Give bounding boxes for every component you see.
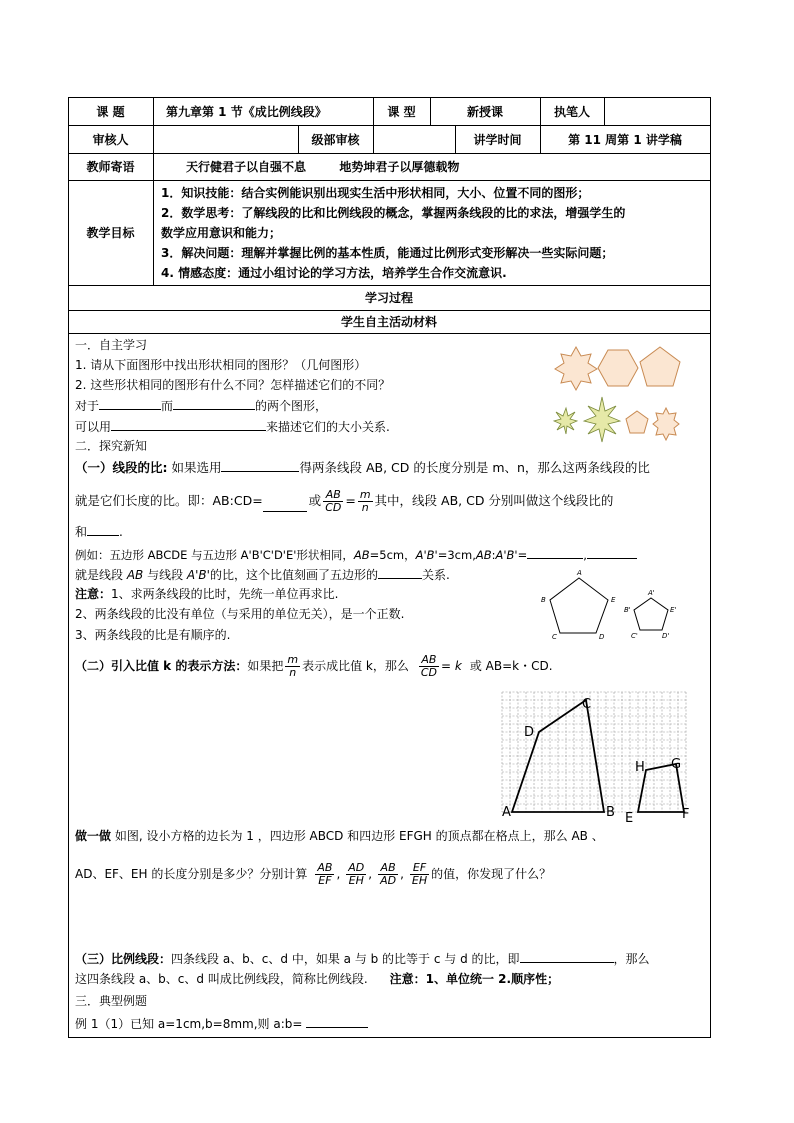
denominator: n	[289, 665, 297, 679]
proportional-line-2	[75, 971, 559, 987]
text: =5cm，	[369, 548, 416, 562]
star-shape	[653, 408, 679, 440]
blank[interactable]	[263, 499, 307, 512]
denominator: n	[361, 500, 369, 514]
label-a: A	[577, 569, 582, 577]
text: =	[517, 548, 528, 562]
text: 注意：	[75, 587, 112, 601]
text: 如果选用	[167, 460, 222, 475]
teaching-goals	[161, 183, 709, 283]
fraction-ab-cd	[323, 489, 343, 514]
text: AB	[353, 548, 370, 562]
denominator: EF	[318, 873, 332, 887]
label-d: D	[599, 633, 605, 641]
class-type-value: 新授课	[466, 104, 503, 119]
text: 四条线段 a、b、c、d 中，如果 a 与 b 的比等于 c 与 d 的比，即	[171, 952, 520, 966]
grid-figure	[500, 688, 700, 824]
fraction-m-n	[358, 489, 373, 514]
text: （二）引入比值 k 的表示方法：	[75, 659, 248, 673]
numerator: AD	[348, 860, 365, 874]
text: 做一做	[75, 829, 112, 843]
label-h: H	[635, 760, 645, 775]
section1-title: 一．自主学习	[75, 338, 148, 352]
fraction-ab-cd	[419, 654, 439, 679]
label-a: A	[502, 805, 511, 820]
label-class-type: 课 型	[387, 104, 416, 119]
section2-title: 二．探究新知	[75, 439, 148, 453]
text: :	[491, 548, 496, 562]
shapes-figure	[552, 344, 692, 444]
text: ,	[583, 548, 587, 562]
label-b: B	[541, 596, 546, 604]
label-lecture-time: 讲学时间	[473, 132, 522, 147]
question-1: 1. 请从下面图形中找出形状相同的图形？（几何图形）	[75, 358, 367, 372]
numerator: m	[287, 652, 299, 666]
fraction-ab-ad	[378, 862, 398, 887]
fraction-m-n	[285, 654, 300, 679]
label-topic: 课 题	[96, 104, 125, 119]
text: 就是它们长度的比。即：AB:CD=	[75, 493, 263, 508]
text: 如图, 设小方格的边长为 1 ，四边形 ABCD 和四边形 EFGH 的顶点都在格点上，那么 AB 、	[111, 829, 604, 843]
text: AB	[475, 548, 492, 562]
blank[interactable]	[520, 950, 614, 963]
grade-review-value	[373, 125, 455, 153]
star-shape	[554, 408, 577, 434]
text: .	[119, 525, 123, 539]
label-e-prime: E'	[670, 606, 677, 614]
label-f: F	[682, 807, 690, 822]
label-b: B	[606, 805, 615, 820]
text: 这四条线段 a、b、c、d 叫成比例线段，简称比例线段.	[75, 972, 368, 986]
text: 例 1（1）已知 a=1cm,b=8mm,则 a:b=	[75, 1017, 303, 1031]
example-line-2	[75, 566, 450, 583]
example-line-1	[75, 546, 637, 563]
question-2: 2. 这些形状相同的图形有什么不同？怎样描述它们的不同？	[75, 378, 391, 392]
label-reviewer: 审核人	[92, 132, 129, 147]
blank[interactable]	[306, 1015, 368, 1028]
topic-value: 第九章第 1 节《成比例线段》	[166, 104, 327, 119]
proportional-line-1	[75, 950, 650, 967]
text: 和	[75, 525, 88, 539]
denominator: CD	[325, 500, 342, 514]
label-b-prime: B'	[624, 606, 631, 614]
star-shape	[584, 397, 620, 442]
text: =3cm,	[437, 548, 476, 562]
label-author: 执笔人	[553, 104, 590, 119]
star-shape	[555, 347, 597, 390]
text: 或 AB=k・CD.	[469, 659, 553, 673]
note-3: 3、两条线段的比是有顺序的.	[75, 628, 231, 642]
hexagon-shape	[598, 350, 638, 386]
numerator: m	[359, 487, 371, 501]
text: 的比，这个比值刻画了五边形的	[209, 568, 378, 582]
text: （三）比例线段：	[75, 952, 172, 966]
text: 注意：1、单位统一 2.顺序性；	[389, 972, 560, 986]
goal-item: 2．数学思考：了解线段的比和比例线段的概念，掌握两条线段的比的求法，增强学生的	[161, 206, 626, 220]
denominator: AD	[380, 873, 397, 887]
text: AB	[126, 568, 144, 582]
denominator: EH	[348, 873, 364, 887]
denominator: CD	[420, 665, 437, 679]
fraction-ab-ef	[315, 862, 334, 887]
lecture-time-value: 第 11 周第 1 讲学稿	[568, 132, 682, 147]
label-c: C	[552, 633, 557, 641]
label-e: E	[625, 811, 634, 824]
author-value	[604, 97, 710, 125]
pentagon-abcde	[550, 578, 608, 633]
label-teaching-goals: 教学目标	[86, 226, 135, 240]
goal-item: 3．解决问题：理解并掌握比例的基本性质，能通过比例形式变形解决一些实际问题；	[161, 246, 614, 260]
note-1	[75, 586, 338, 602]
text: 的值，你发现了什么？	[431, 867, 552, 881]
text: 对于	[75, 399, 100, 413]
try-it-line-1	[75, 828, 604, 844]
label-a-prime: A'	[648, 589, 655, 597]
text: 就是线段	[75, 568, 127, 582]
teacher-message: 天行健君子以自强不息 地势坤君子以厚德载物	[186, 160, 460, 174]
segment-ratio-line-2: 就是它们长度的比。即：AB:CD= 或 $\frac{AB}{CD}$ = $\frac{m}{n}$ 其中，线段 AB, CD 分别叫做这个线段比的	[75, 487, 614, 514]
reviewer-value	[153, 125, 298, 153]
label-e: E	[611, 596, 616, 604]
fill-line-2	[75, 418, 390, 435]
denominator: EH	[411, 873, 428, 887]
fraction-ad-eh	[346, 862, 366, 887]
numerator: AB	[419, 654, 439, 667]
text: A'B'	[415, 548, 438, 562]
text: AD、EF、EH 的长度分别是多少？分别计算	[75, 867, 308, 881]
blank[interactable]	[87, 523, 119, 536]
text: 得两条线段 AB, CD 的长度分别是 m、n，那么这两条线段的比	[299, 460, 650, 475]
text: 例如：五边形 ABCDE 与五边形 A'B'C'D'E'形状相同，	[75, 548, 354, 562]
blank[interactable]	[587, 546, 637, 559]
text: 如果把	[247, 659, 284, 673]
goal-item: 1．知识技能：结合实例能识别出现实生活中形状相同，大小、位置不同的图形；	[161, 186, 590, 200]
blank[interactable]	[527, 546, 583, 559]
label-teacher-message: 教师寄语	[86, 160, 135, 174]
fraction-ef-eh	[410, 862, 429, 887]
numerator: AB	[323, 489, 343, 502]
note-2: 2、两条线段的比没有单位（与采用的单位无关），是一个正数.	[75, 607, 405, 621]
segment-ratio-line-3	[75, 523, 123, 540]
text: 关系.	[421, 568, 450, 582]
pentagons-figure	[538, 566, 686, 644]
text: 来描述它们的大小关系.	[266, 420, 390, 434]
text: 1、求两条线段的比时，先统一单位再求比.	[111, 587, 339, 601]
blank[interactable]	[99, 397, 161, 410]
pentagon-shape	[640, 347, 680, 386]
text: 表示成比值 k，那么	[302, 659, 409, 673]
label-d-prime: D'	[662, 632, 670, 640]
text: 与线段	[143, 568, 187, 582]
text: A'B'	[495, 548, 518, 562]
learning-process-title: 学习过程	[364, 291, 413, 305]
text: （一）线段的比:	[75, 460, 168, 475]
text: k	[454, 659, 462, 673]
text: A'B'	[186, 568, 210, 582]
text: 其中，线段 AB, CD 分别叫做这个线段比的	[374, 493, 614, 508]
blank[interactable]	[221, 459, 299, 472]
section3-title: 三．典型例题	[75, 994, 148, 1008]
text: 可以用	[75, 420, 112, 434]
label-d: D	[524, 725, 535, 740]
text: 的两个图形，	[255, 399, 328, 413]
label-c: C	[582, 697, 592, 712]
try-it-line-2: AD、EF、EH 的长度分别是多少？分别计算 $\frac{AB}{EF}$ , $\frac{AD}{EH}$ , $\frac{AB}{AD}$ , $\frac{EF}{EH}$ 的值，你发现了什么？	[75, 860, 552, 887]
pentagon-abcde-prime	[634, 598, 668, 630]
text: 而	[161, 399, 174, 413]
label-grade-review: 级部审核	[311, 132, 360, 147]
blank[interactable]	[111, 418, 266, 431]
text: 或	[308, 493, 322, 508]
numerator: AB	[378, 862, 398, 875]
ratio-k-line: （二）引入比值 k 的表示方法： 如果把 $\frac{m}{n}$ 表示成比值 k，那么 $\frac{AB}{CD}$ = k 或 AB=k・CD.	[75, 652, 553, 679]
segment-ratio-line-1	[75, 459, 650, 476]
goal-item: 数学应用意识和能力；	[161, 226, 282, 240]
numerator: EF	[410, 862, 429, 875]
student-material-title: 学生自主活动材料	[340, 315, 437, 329]
label-g: G	[671, 757, 682, 772]
numerator: AB	[317, 860, 333, 874]
goal-item: 4. 情感态度：通过小组讨论的学习方法，培养学生合作交流意识.	[161, 266, 507, 280]
blank[interactable]	[173, 397, 255, 410]
blank[interactable]	[378, 566, 422, 579]
fill-line-1	[75, 397, 327, 414]
example-1	[75, 1015, 368, 1032]
pentagon-shape	[626, 411, 648, 433]
text: ，那么	[613, 952, 650, 966]
label-c-prime: C'	[631, 632, 638, 640]
